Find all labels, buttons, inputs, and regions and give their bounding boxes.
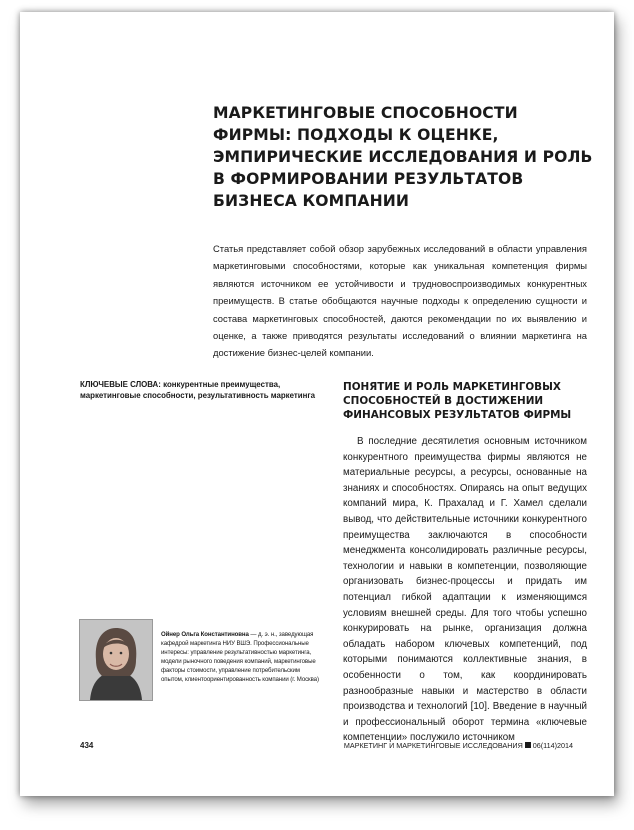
- journal-footer: [344, 741, 573, 750]
- author-photo: [79, 619, 153, 701]
- journal-page: [20, 12, 614, 796]
- square-icon: [525, 742, 531, 748]
- journal-name: МАРКЕТИНГ И МАРКЕТИНГОВЫЕ ИССЛЕДОВАНИЯ: [343, 741, 523, 750]
- author-portrait-icon: [80, 620, 152, 700]
- section-title: ПОНЯТИЕ И РОЛЬ МАРКЕТИНГОВЫХ СПОСОБНОСТЕЙ В ДОСТИЖЕНИИ ФИНАНСОВЫХ РЕЗУЛЬТАТОВ ФИРМЫ: [343, 381, 572, 421]
- section-body: В последние десятилетия основным источником конкурентного преимущества фирмы являются не материальные ресурсы, а ресурсы, основанные на знаниях и способностях. Опираясь на опыт ведущих компаний мира, К. Прахалад и Г. Хамел сделали вывод, что действительные источники конкурентного преимущества заключаются в способности менеджмента консолидировать различные ресурсы, технологии и навыки в компетенции, позволяющие организовать бизнес-процессы и придать им потенциал гибкой адаптации к изменяющимся условиям внешней среды. Для того чтобы успешно конкурировать на рынке, организация должна обладать набором ключевых компетенций, под которыми понимаются коллективные знания, в особенности о том, как координировать разнообразные навыки и мастерство в области производства и технологий [10]. Введение в научный и профессиональный оборот термина «ключевые компетенции» послужило источником: [343, 436, 587, 744]
- page-number: 434: [80, 741, 94, 750]
- author-name: Ойнер Ольга Константиновна: [161, 631, 249, 638]
- article-abstract: Статья представляет собой обзор зарубежных исследований в области управления маркетинговыми способностями, которые как уникальная компетенция фирмы являются источником ее устойчивости и трудновоспроизводимых конкурентных преимуществ. В статье обобщаются научные подходы к определению сущности и состава маркетинговых способностей, даются рекомендации по их выявлению и оценке, а также приводятся результаты исследований о влиянии маркетинга на достижение бизнес-целей компании.: [213, 243, 587, 359]
- author-description: — д. э. н., заведующая кафедрой маркетинга НИУ ВШЭ. Профессиональные интересы: управление результативностью маркетинга, модели рыночного поведения компаний, маркетинговые факторы стоимости, управление потребительским опытом, клиентоориентированность компании (г. Москва): [161, 631, 319, 684]
- keywords-block: [80, 380, 320, 401]
- keywords-text: конкурентные преимущества, маркетинговые способности, результативность маркетинга: [80, 380, 316, 400]
- keywords-label: КЛЮЧЕВЫЕ СЛОВА:: [80, 380, 161, 389]
- article-title: МАРКЕТИНГОВЫЕ СПОСОБНОСТИ ФИРМЫ: ПОДХОДЫ К ОЦЕНКЕ, ЭМПИРИЧЕСКИЕ ИССЛЕДОВАНИЯ И РОЛЬ В ФОРМИРОВАНИИ РЕЗУЛЬТАТОВ БИЗНЕСА КОМПАНИИ: [213, 104, 593, 210]
- journal-issue: 06(114)2014: [532, 741, 573, 750]
- author-bio: [161, 630, 323, 685]
